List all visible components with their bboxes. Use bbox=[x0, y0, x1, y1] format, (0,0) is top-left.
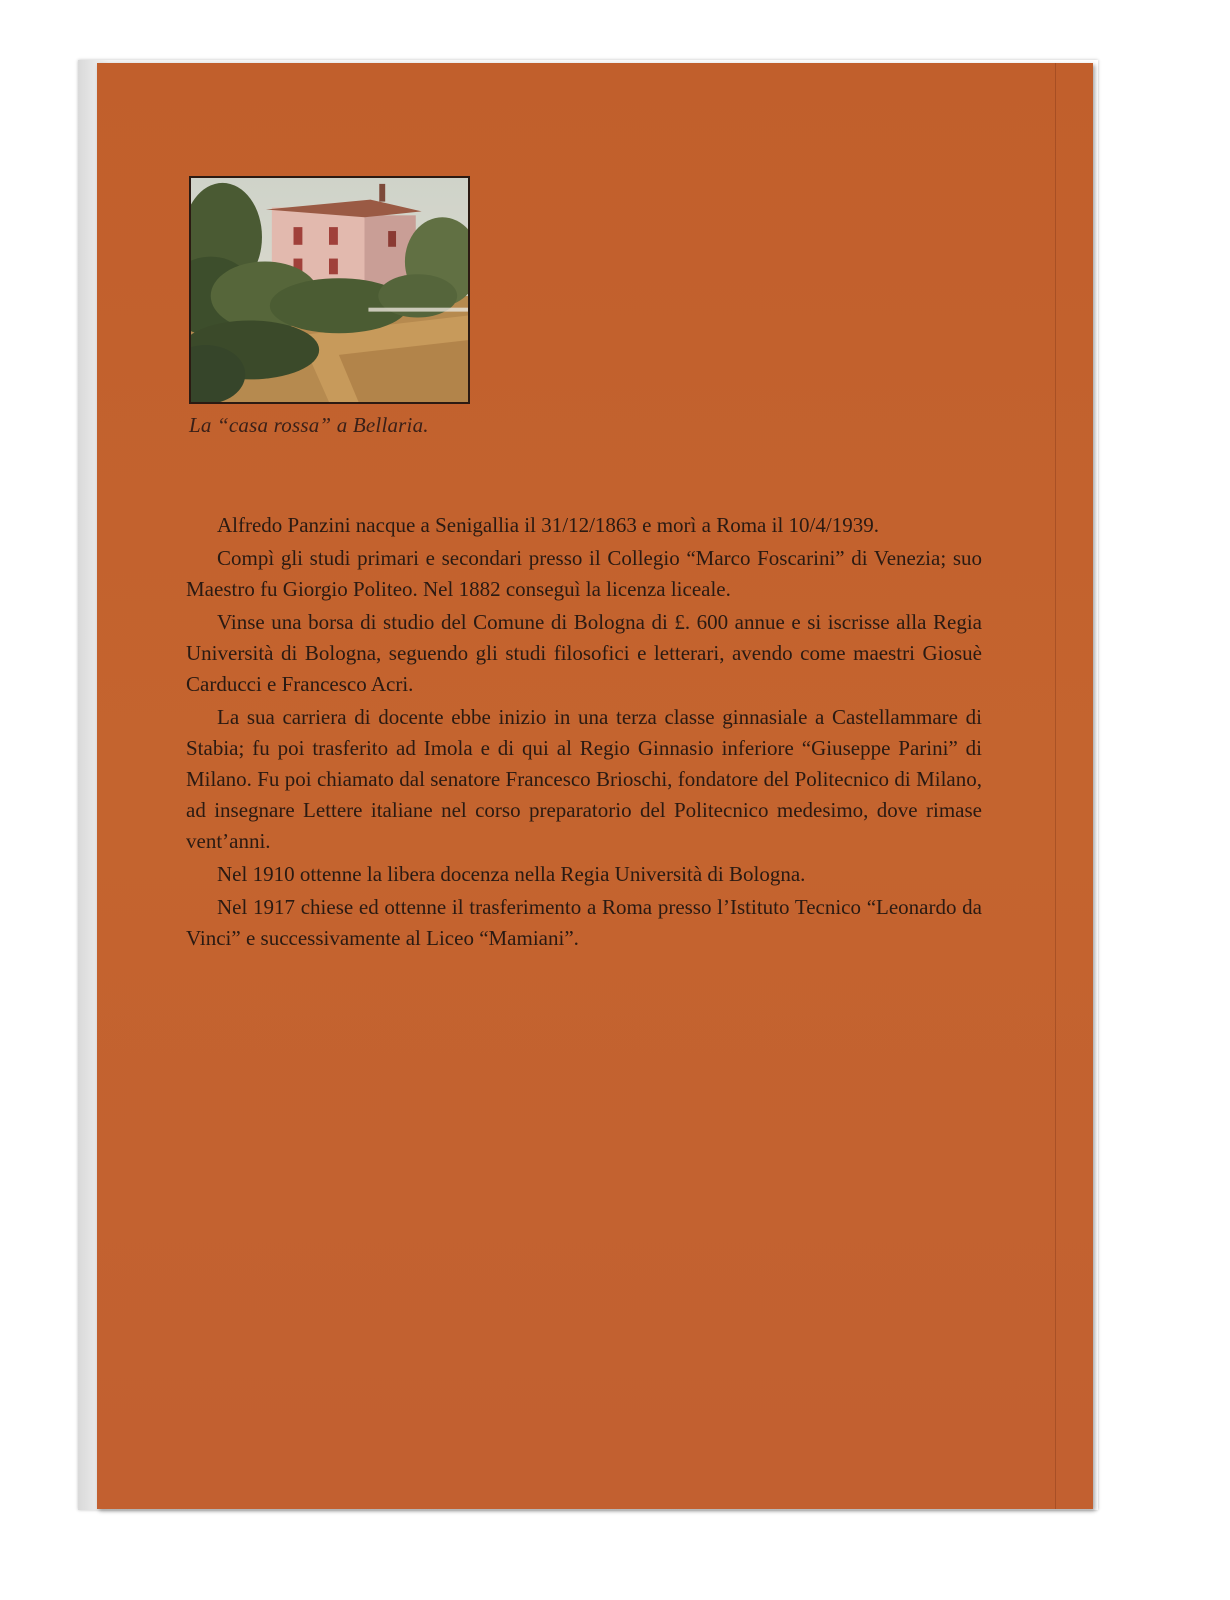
biography-paragraph: Compì gli studi primari e secondari presso il Collegio “Marco Foscarini” di Venezia; suo Maestro fu Giorgio Politeo. Nel 1882 conseguì la licenza liceale. bbox=[186, 546, 982, 601]
biography-text bbox=[186, 510, 982, 956]
house-photo-image bbox=[191, 178, 468, 402]
photo-caption: La “casa rossa” a Bellaria. bbox=[189, 413, 429, 437]
biography-paragraph: La sua carriera di docente ebbe inizio in una terza classe ginnasiale a Castellammare di Stabia; fu poi trasferito ad Imola e di qui al Regio Ginnasio inferiore “Giuseppe Parini” di Milano. Fu poi chiamato dal senatore Francesco Brioschi, fondatore del Politecnico di Milano, ad insegnare Lettere italiane nel corso preparatorio del Politecnico medesimo, dove rimase vent’anni. bbox=[186, 705, 982, 853]
spine-fold bbox=[1055, 63, 1056, 1509]
casa-rossa-photo bbox=[189, 176, 470, 404]
biography-paragraph: Nel 1910 ottenne la libera docenza nella Regia Università di Bologna. bbox=[217, 862, 806, 886]
biography-paragraph: Nel 1917 chiese ed ottenne il trasferimento a Roma presso l’Istituto Tecnico “Leonardo da Vinci” e successivamente al Liceo “Mamiani”. bbox=[186, 895, 982, 950]
biography-paragraph: Alfredo Panzini nacque a Senigallia il 31/12/1863 e morì a Roma il 10/4/1939. bbox=[217, 513, 879, 537]
biography-paragraph: Vinse una borsa di studio del Comune di Bologna di £. 600 annue e si iscrisse alla Regia Università di Bologna, seguendo gli studi filosofici e letterari, avendo come maestri Giosuè Carducci e Francesco Acri. bbox=[186, 610, 982, 696]
